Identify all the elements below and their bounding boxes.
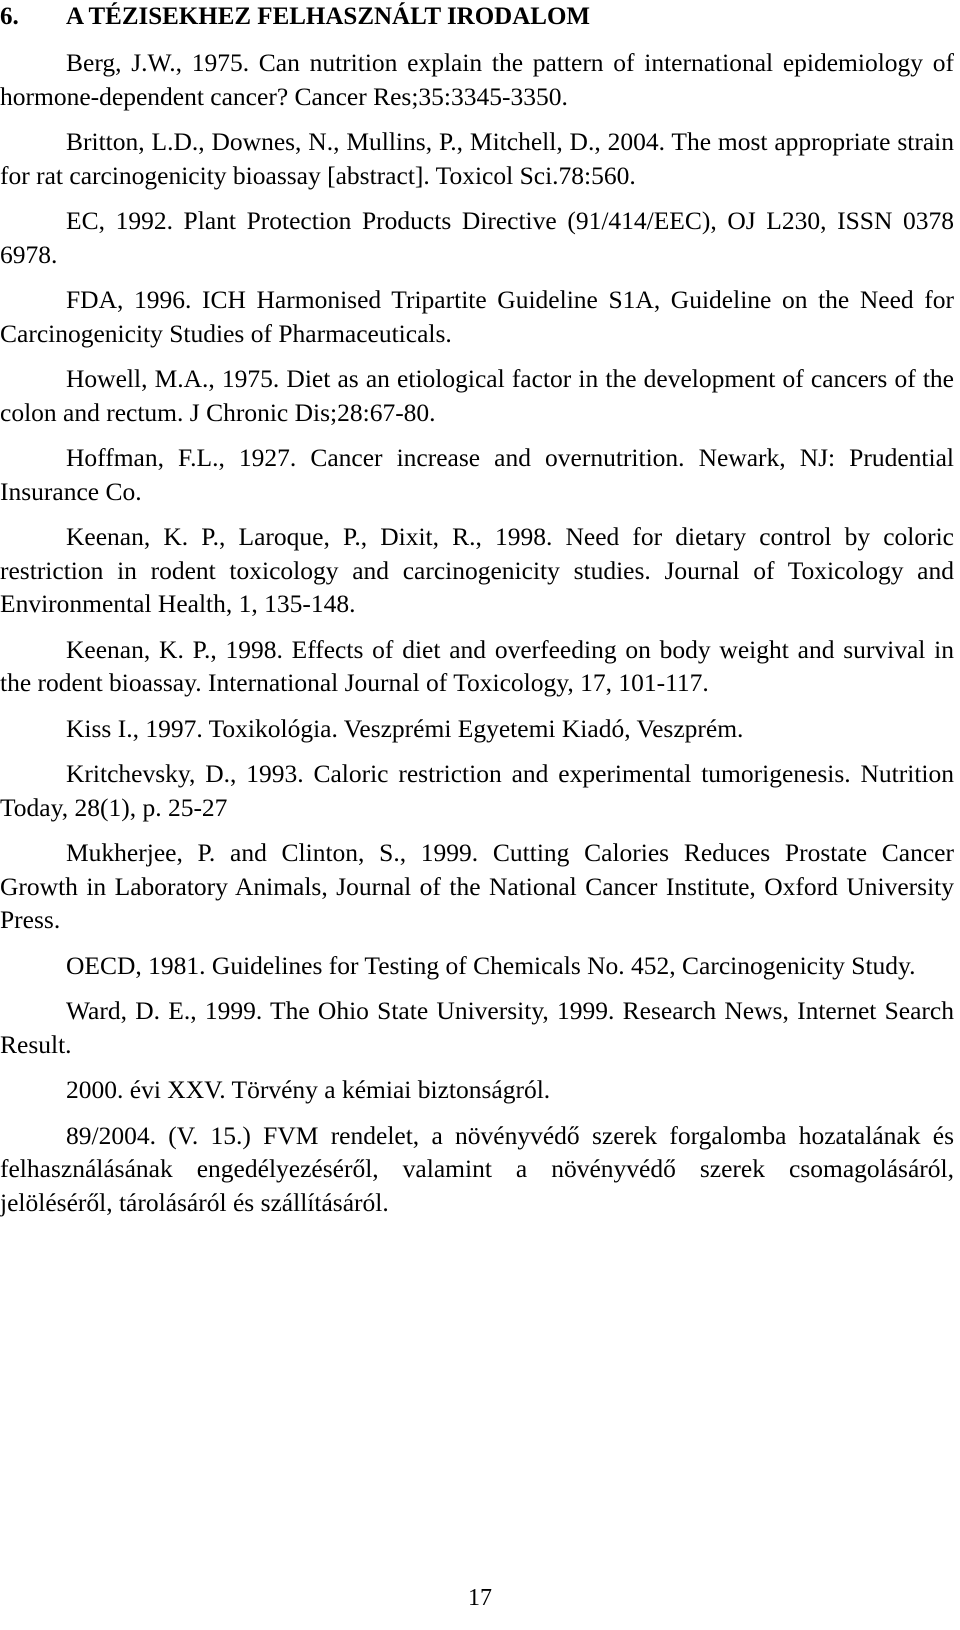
reference-item: Mukherjee, P. and Clinton, S., 1999. Cutting Calories Reduces Prostate Cancer Growth in Laboratory Animals, Journal of the National Cancer Institute, Oxford University Press. bbox=[0, 838, 954, 934]
reference-item: Kiss I., 1997. Toxikológia. Veszprémi Egyetemi Kiadó, Veszprém. bbox=[66, 713, 744, 743]
reference-item: Hoffman, F.L., 1927. Cancer increase and overnutrition. Newark, NJ: Prudential Insurance Co. bbox=[0, 443, 954, 506]
reference-item: Britton, L.D., Downes, N., Mullins, P., Mitchell, D., 2004. The most appropriate strain for rat carcinogenicity bioassay [abstract]. Toxicol Sci.78:560. bbox=[0, 127, 954, 190]
reference-item: Kritchevsky, D., 1993. Caloric restriction and experimental tumorigenesis. Nutrition Today, 28(1), p. 25-27 bbox=[0, 759, 954, 822]
reference-list bbox=[0, 46, 954, 1231]
reference-item: FDA, 1996. ICH Harmonised Tripartite Guideline S1A, Guideline on the Need for Carcinogenicity Studies of Pharmaceuticals. bbox=[0, 285, 954, 348]
section-number: 6. bbox=[0, 3, 19, 30]
reference-item: 89/2004. (V. 15.) FVM rendelet, a növényvédő szerek forgalomba hozatalának és felhasználásának engedélyezéséről, valamint a növényvédő szerek csomagolásáról, jelöléséről, tárolásáról és szállításáról. bbox=[0, 1120, 954, 1217]
page-number: 17 bbox=[468, 1585, 492, 1611]
reference-item: Howell, M.A., 1975. Diet as an etiological factor in the development of cancers of the colon and rectum. J Chronic Dis;28:67-80. bbox=[0, 364, 954, 427]
section-title: A TÉZISEKHEZ FELHASZNÁLT IRODALOM bbox=[66, 3, 591, 30]
reference-item: Berg, J.W., 1975. Can nutrition explain the pattern of international epidemiology of hormone-dependent cancer? Cancer Res;35:3345-3350. bbox=[0, 48, 954, 111]
reference-item: 2000. évi XXV. Törvény a kémiai biztonságról. bbox=[66, 1075, 551, 1104]
reference-item: OECD, 1981. Guidelines for Testing of Chemicals No. 452, Carcinogenicity Study. bbox=[66, 950, 916, 980]
reference-item: Keenan, K. P., 1998. Effects of diet and overfeeding on body weight and survival in the rodent bioassay. International Journal of Toxicology, 17, 101-117. bbox=[0, 634, 954, 697]
reference-item: Keenan, K. P., Laroque, P., Dixit, R., 1998. Need for dietary control by coloric restriction in rodent toxicology and carcinogenicity studies. Journal of Toxicology and Environmental Health, 1, 135-148. bbox=[0, 522, 954, 618]
reference-item: EC, 1992. Plant Protection Products Directive (91/414/EEC), OJ L230, ISSN 0378 6978. bbox=[0, 206, 954, 269]
section-heading bbox=[0, 0, 940, 34]
reference-item: Ward, D. E., 1999. The Ohio State University, 1999. Research News, Internet Search Result. bbox=[0, 996, 954, 1059]
